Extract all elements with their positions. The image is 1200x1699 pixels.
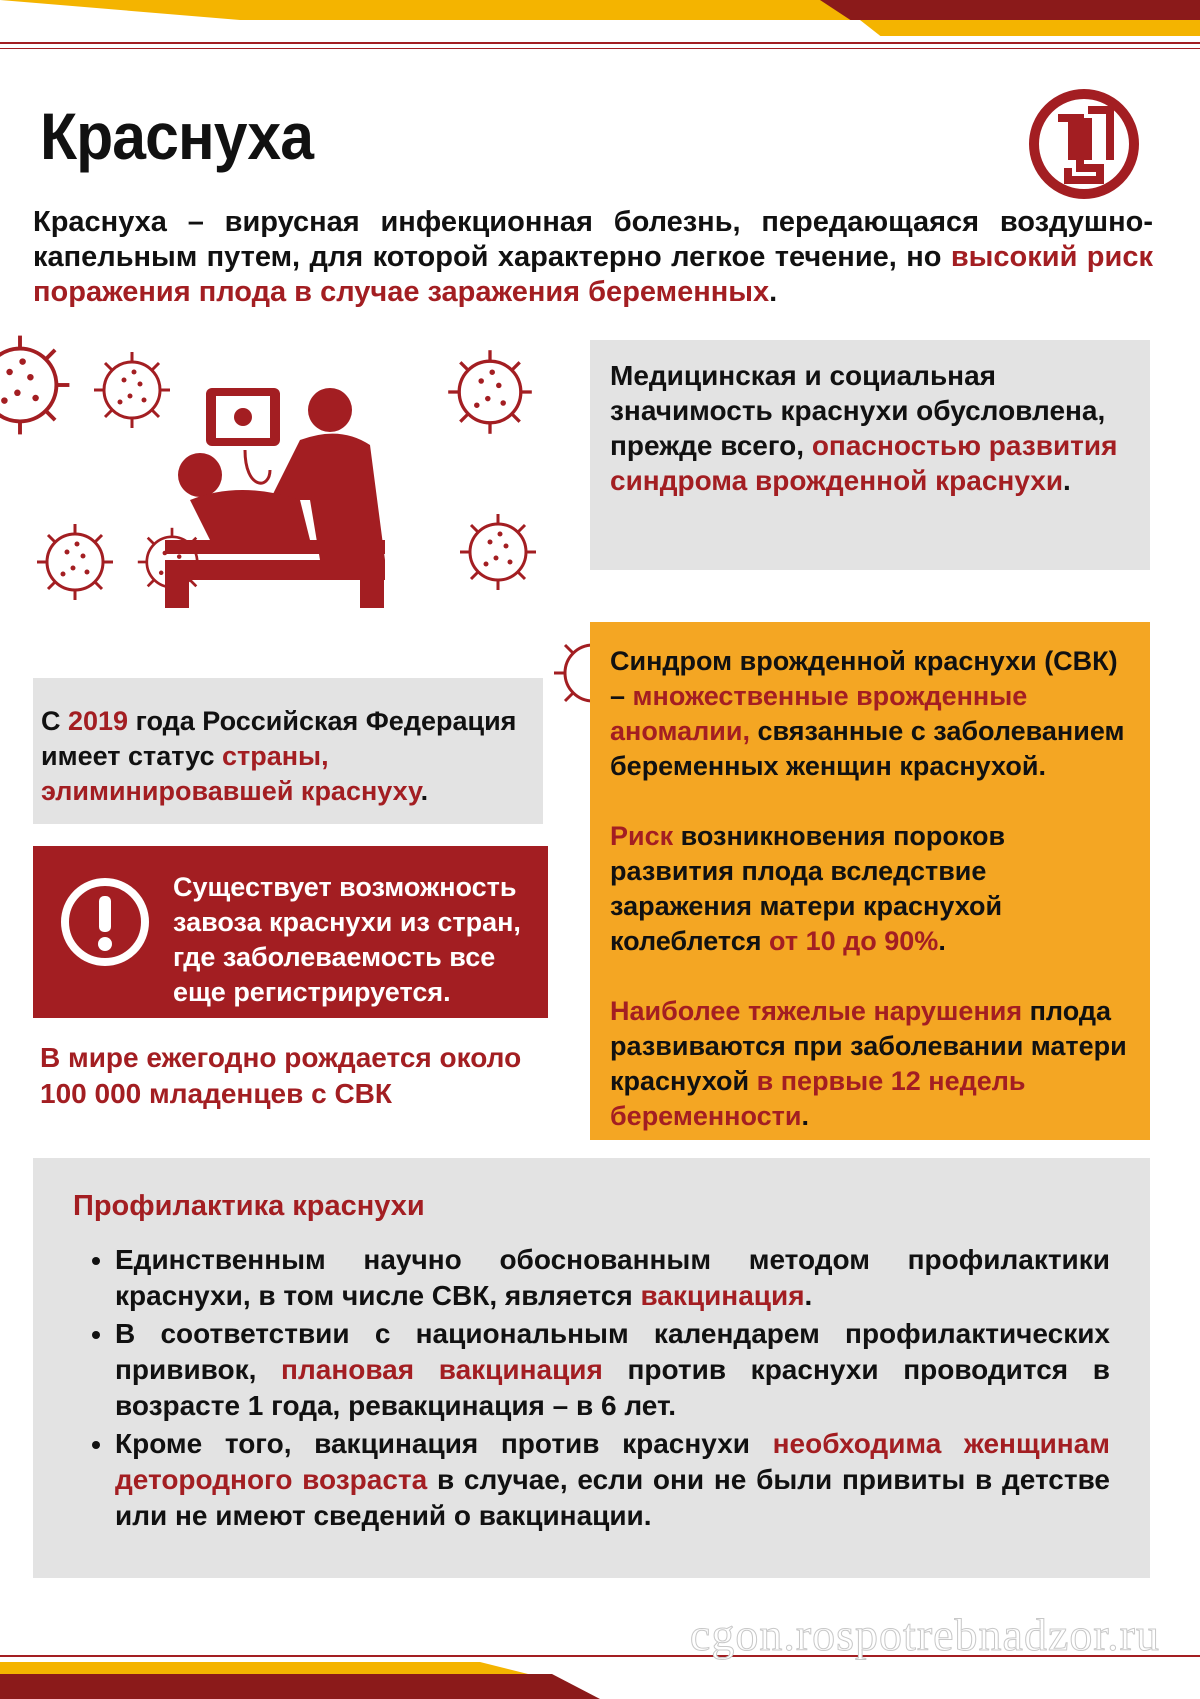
top-band-red	[820, 0, 1200, 20]
world-stat: В мире ежегодно рождается около 100 000 младенцев с СВК	[40, 1042, 522, 1109]
footer-site-link[interactable]: cgon.rospotrebnadzor.ru	[689, 1609, 1160, 1660]
alert-box	[33, 846, 548, 1018]
list-item: • Единственным научно обоснованным методом профилактики краснухи, в том числе СВК, является вакцинация.	[115, 1242, 1110, 1314]
virus-icon	[448, 350, 532, 434]
svk-severe: Наиболее тяжелые нарушения плода развиваются при заболевании матери краснухой в первые 12 недель беременности.	[610, 996, 1127, 1131]
rospotrebnadzor-logo-icon	[1028, 88, 1140, 200]
prevention-title: Профилактика краснухи	[73, 1190, 425, 1222]
svk-definition: Синдром врожденной краснухи (СВК) – множественные врожденные аномалии, связанные с заболеванием беременных женщин краснухой.	[610, 646, 1125, 781]
top-band-yellow-2	[860, 20, 1200, 36]
page-title: Краснуха	[40, 99, 314, 173]
elimination-box: С 2019 года Российская Федерация имеет статус страны, элиминировавшей краснуху.	[33, 678, 543, 824]
bottom-band-yellow	[0, 1662, 1200, 1674]
list-item: • В соответствии с национальным календарем профилактических прививок, плановая вакцинация против краснухи проводится в возрасте 1 года, ревакцинация – в 6 лет.	[115, 1316, 1110, 1424]
medical-significance-box: Медицинская и социальная значимость краснухи обусловлена, прежде всего, опасностью развития синдрома врожденной краснухи.	[590, 340, 1150, 570]
top-line	[0, 42, 1200, 44]
svk-box	[590, 622, 1150, 1140]
virus-icon	[94, 352, 170, 428]
virus-icon	[37, 524, 113, 600]
intro-highlight: высокий риск поражения плода в случае заражения беременных	[33, 241, 1153, 308]
exclamation-icon	[59, 876, 151, 968]
bottom-band-red	[0, 1674, 1200, 1699]
prevention-box	[33, 1158, 1150, 1578]
virus-icon	[460, 514, 536, 590]
svk-risk: Риск возникновения пороков развития плода вследствие заражения матери краснухой колеблется от 10 до 90%.	[610, 821, 1006, 956]
ultrasound-illustration	[0, 330, 570, 630]
virus-icon	[0, 336, 69, 435]
prevention-list	[73, 1242, 1110, 1534]
alert-text: Существует возможность завоза краснухи из стран, где заболеваемость все еще регистрируется.	[173, 872, 521, 1007]
intro-paragraph: Краснуха – вирусная инфекционная болезнь, передающаяся воздушно-капельным путем, для которой характерно легкое течение, но высокий риск поражения плода в случае заражения беременных.	[33, 206, 1153, 308]
top-line-2	[0, 48, 1200, 49]
list-item: • Кроме того, вакцинация против краснухи необходима женщинам детородного возраста в случае, если они не были привиты в детстве или не имеют сведений о вакцинации.	[115, 1426, 1110, 1534]
